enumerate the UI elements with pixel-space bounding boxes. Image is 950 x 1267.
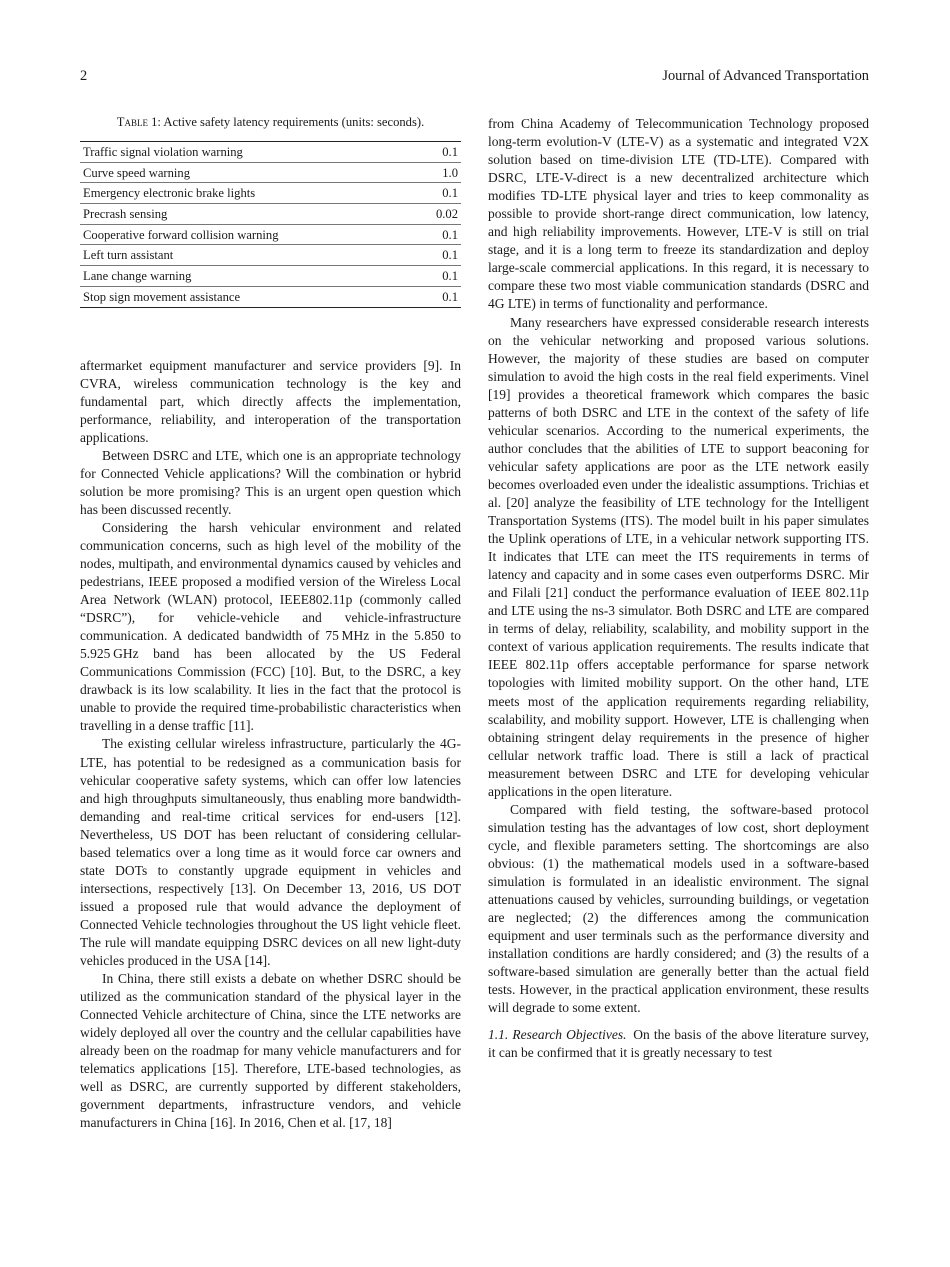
table-row: [80, 245, 461, 266]
paragraph: Considering the harsh vehicular environment and related communication concerns, such as high level of the mobility of the nodes, multipath, and environmental dynamics caused by vehicles and pedestrians, IEEE proposed a modified version of the Wireless Local Area Network (WLAN) protocol, IEEE802.11p (commonly called “DSRC”), for vehicle-vehicle and vehicle-infrastructure communication. A dedicated bandwidth of 75 MHz in the 5.850 to 5.925 GHz band has been allocated by the US Federal Communications Commission (FCC) [10]. But, to the DSRC, a key drawback is its low scalability. It lies in the fact that the protocol is unable to provide the required time-probabilistic characteristics when travelling in a dense traffic [11].: [80, 519, 461, 734]
table-row: [80, 286, 461, 307]
table-cell-application: Emergency electronic brake lights: [80, 183, 395, 204]
subsection-title: 1.1. Research Objectives.: [488, 1027, 627, 1043]
paragraph: Between DSRC and LTE, which one is an appropriate technology for Connected Vehicle applications? Will the combination or hybrid solution be more promising? This is an urgent open question which has been discussed recently.: [80, 447, 461, 517]
table-cell-application: Traffic signal violation warning: [80, 142, 395, 163]
table-cell-application: Left turn assistant: [80, 245, 395, 266]
table-cell-application: Precrash sensing: [80, 204, 395, 225]
table-cell-application: Cooperative forward collision warning: [80, 224, 395, 245]
paragraph: The existing cellular wireless infrastructure, particularly the 4G-LTE, has potential to be redesigned as a communication basis for vehicular cooperative safety systems, which can offer low latencies and high throughputs simultaneously, thus enabling more bandwidth-demanding and real-time critical services for end-users [12]. Nevertheless, US DOT has been reluctant of considering cellular-based telematics over a long time as it would force car owners and state DOTs to constantly upgrade equipment in vehicles and intersections, respectively [13]. On December 13, 2016, US DOT issued a proposed rule that would advance the deployment of Connected Vehicle technologies throughout the US light vehicle fleet. The rule will mandate equipping DSRC devices on all new light-duty vehicles produced in the USA [14].: [80, 736, 461, 969]
table-cell-latency: 0.1: [395, 183, 461, 204]
page-header: [80, 68, 869, 88]
table-cell-latency: 0.1: [395, 245, 461, 266]
table-row: [80, 142, 461, 163]
journal-title: Journal of Advanced Transportation: [662, 68, 869, 84]
subsection-paragraph: [488, 1026, 869, 1062]
table-cell-application: Curve speed warning: [80, 162, 395, 183]
right-column: [488, 115, 869, 1062]
latency-table: [80, 141, 461, 308]
paragraph: aftermarket equipment manufacturer and service providers [9]. In CVRA, wireless communication technology is the key and fundamental part, which directly affects the implementation, performance, reliability, and interoperation of the transportation applications.: [80, 357, 461, 445]
table-caption-label: Table 1:: [116, 115, 161, 129]
left-column: [80, 114, 461, 1133]
subsection-text: On the basis of the above literature survey, it can be confirmed that it is greatly necessary to test: [488, 1027, 869, 1061]
table-cell-latency: 0.1: [395, 224, 461, 245]
table-caption-text: Active safety latency requirements (units: seconds).: [160, 115, 425, 129]
table-cell-latency: 0.1: [395, 286, 461, 307]
paragraph: from China Academy of Telecommunication Technology proposed long-term evolution-V (LTE-V) as a systematic and integrated V2X solution based on time-division LTE (TD-LTE). Compared with DSRC, LTE-V-direct is a new decentralized architecture which modifies TD-LTE physical layer and tries to keep commonality as possible to provide short-range direct communication, low latency, and high reliability improvements. However, LTE-V is still on trial stage, and it is a long term to freeze its standardization and deploy large-scale commercial applications. In this regard, it is necessary to compare these two most viable communication standards (DSRC and 4G LTE) in terms of functionality and performance.: [488, 116, 869, 312]
table-row: [80, 183, 461, 204]
table-cell-latency: 0.02: [395, 204, 461, 225]
table-caption: [80, 114, 461, 131]
table-cell-latency: 0.1: [395, 266, 461, 287]
left-column-body: [80, 357, 461, 1133]
paragraph: Compared with field testing, the software-based protocol simulation testing has the advantages of low cost, short deployment cycle, and flexible parameters setting. The shortcomings are also obvious: (1) the mathematical models used in a software-based simulation is formulated in an idealistic environment. The signal attenuations caused by vehicles, surrounding buildings, or vegetation are neglected; (2) the differences among the communication equipment and user terminals such as the performance diversity and installation conditions are hardly considered; and (3) the results of a software-based simulation are generally better than the actual field tests. However, in the practical application environment, these results will degrade to some extent.: [488, 801, 869, 1016]
table-cell-latency: 1.0: [395, 162, 461, 183]
table-row: [80, 224, 461, 245]
table-cell-application: Lane change warning: [80, 266, 395, 287]
table-cell-application: Stop sign movement assistance: [80, 286, 395, 307]
paragraph: In China, there still exists a debate on whether DSRC should be utilized as the communication standard of the physical layer in the Connected Vehicle architecture of China, since the LTE networks are widely deployed all over the country and the cellular capabilities have already been on the roadmap for many vehicle manufacturers and for telematics applications [15]. Therefore, LTE-based technologies, as well as DSRC, are currently supported by different stakeholders, government departments, infrastructure vendors, and vehicle manufacturers in China [16]. In 2016, Chen et al. [17, 18]: [80, 971, 461, 1131]
table-row: [80, 204, 461, 225]
page-number: 2: [80, 68, 88, 84]
table-row: [80, 266, 461, 287]
paragraph: Many researchers have expressed considerable research interests on the vehicular networking and proposed various solutions. However, the majority of these studies are based on computer simulation to avoid the high costs in the real field experiments. Vinel [19] provides a theoretical framework which compares the basic patterns of both DSRC and LTE in the context of the safety of life vehicular scenarios. According to the numerical experiments, the author concludes that the abilities of LTE to support beaconing for vehicular safety applications are poor as the LTE network easily becomes overloaded even under the idealistic assumptions. Trichias et al. [20] analyze the feasibility of LTE technology for the Intelligent Transportation Systems (ITS). The model built in his paper simulates the Uplink operations of LTE, in a vehicular network supporting ITS. It indicates that LTE can meet the ITS requirements in terms of latency and capacity and in some cases even outperforms DSRC. Mir and Filali [21] conduct the performance evaluation of IEEE 802.11p and LTE using the ns-3 simulator. Both DSRC and LTE are compared in terms of delay, reliability, scalability, and mobility support in the context of various application requirements. The results indicate that IEEE 802.11p offers acceptable performance for sparse network topologies with limited mobility support. On the other hand, LTE meets most of the application requirements regarding reliability, scalability, and mobility support. However, LTE is challenging when obtaining stringent delay requirements in the presence of higher cellular network traffic load. There is still a lack of practical measurement between DSRC and LTE for developing vehicular applications in the open literature.: [488, 314, 869, 799]
table-row: [80, 162, 461, 183]
table-cell-latency: 0.1: [395, 142, 461, 163]
